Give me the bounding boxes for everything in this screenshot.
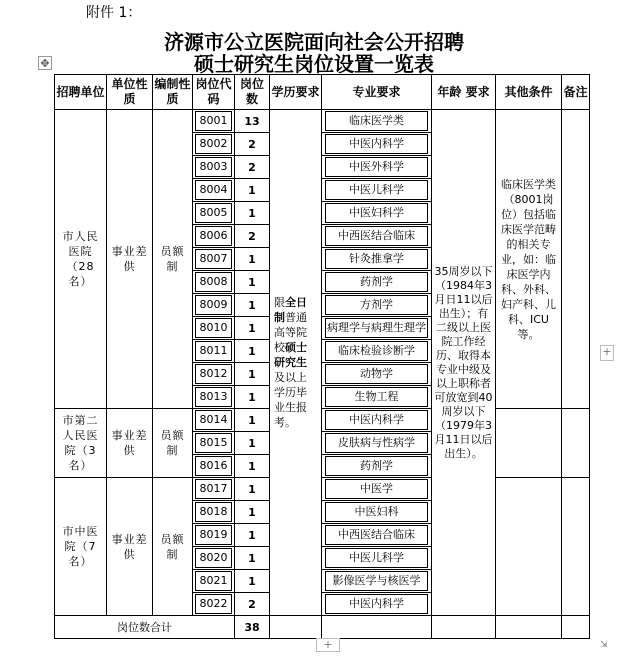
position-code: 8020 [195, 548, 232, 568]
position-count: 1 [235, 202, 270, 225]
age-requirement: 35周岁以下（1984年3月日11以后出生）；有二级以上医院工作经历、取得本专业中级及以上职称者可放宽到40周岁以下（1979年3月11日以后出生）。 [434, 264, 493, 460]
position-count: 1 [235, 455, 270, 478]
other-cell [496, 110, 562, 409]
major-cell [322, 110, 432, 133]
position-count: 1 [235, 248, 270, 271]
major-name: 临床医学类 [325, 111, 428, 131]
note-cell [562, 409, 590, 478]
code-cell [193, 110, 235, 133]
position-code: 8015 [195, 433, 232, 453]
code-cell [193, 156, 235, 179]
table-row [55, 110, 590, 133]
position-code: 8012 [195, 364, 232, 384]
page-title-line1: 济源市公立医院面向社会公开招聘 [164, 30, 464, 54]
major-cell [322, 386, 432, 409]
header-row [55, 75, 590, 110]
major-cell [322, 317, 432, 340]
unit-cell [55, 478, 107, 616]
position-code: 8009 [195, 295, 232, 315]
major-cell [322, 133, 432, 156]
major-name: 中医内科学 [325, 594, 428, 614]
empty-cell [322, 616, 432, 639]
position-count: 1 [235, 547, 270, 570]
staffing-cell [153, 110, 193, 409]
position-code: 8016 [195, 456, 232, 476]
major-name: 皮肤病与性病学 [325, 433, 428, 453]
position-count: 1 [235, 432, 270, 455]
header-count: 岗位数 [235, 75, 270, 110]
unit-name: 市人民医院（28名） [62, 230, 99, 288]
code-cell [193, 340, 235, 363]
position-code: 8003 [195, 157, 232, 177]
note-cell [562, 478, 590, 616]
header-note: 备注 [562, 75, 590, 110]
position-code: 8018 [195, 502, 232, 522]
code-cell [193, 179, 235, 202]
major-name: 中医学 [325, 479, 428, 499]
unit-name: 市第二人民医院（3名） [62, 414, 99, 472]
staffing-cell [153, 409, 193, 478]
code-cell [193, 524, 235, 547]
age-cell [432, 110, 496, 616]
position-count: 1 [235, 570, 270, 593]
major-name: 针灸推拿学 [325, 249, 428, 269]
table-resize-icon[interactable]: ⇲ [600, 640, 608, 650]
other-cell [496, 478, 562, 616]
code-cell [193, 478, 235, 501]
code-cell [193, 133, 235, 156]
empty-cell [496, 616, 562, 639]
major-cell [322, 570, 432, 593]
add-row-icon[interactable]: + [316, 638, 340, 652]
add-column-icon[interactable]: + [600, 345, 614, 361]
position-code: 8017 [195, 479, 232, 499]
position-count: 1 [235, 271, 270, 294]
code-cell [193, 363, 235, 386]
table-row [55, 409, 590, 432]
code-cell [193, 294, 235, 317]
unit-nature: 事业差供 [111, 245, 148, 273]
header-other: 其他条件 [496, 75, 562, 110]
position-count: 2 [235, 593, 270, 616]
attachment-label: 附件 1： [86, 5, 142, 21]
major-name: 中西医结合临床 [325, 226, 428, 246]
position-count: 1 [235, 501, 270, 524]
position-count: 1 [235, 409, 270, 432]
major-name: 中医妇科 [325, 502, 428, 522]
code-cell [193, 271, 235, 294]
major-cell [322, 202, 432, 225]
empty-cell [562, 616, 590, 639]
note-cell [562, 110, 590, 409]
position-code: 8007 [195, 249, 232, 269]
major-name: 中西医结合临床 [325, 525, 428, 545]
major-name: 药剂学 [325, 272, 428, 292]
major-cell [322, 409, 432, 432]
staffing-type: 员额制 [160, 245, 185, 273]
code-cell [193, 202, 235, 225]
position-count: 2 [235, 156, 270, 179]
education-cell [270, 110, 322, 616]
position-count: 1 [235, 363, 270, 386]
positions-table [54, 74, 590, 639]
major-cell [322, 179, 432, 202]
nature-cell [107, 478, 153, 616]
total-value: 38 [235, 616, 270, 639]
major-name: 中医妇科学 [325, 203, 428, 223]
code-cell [193, 593, 235, 616]
position-count: 2 [235, 133, 270, 156]
position-count: 1 [235, 294, 270, 317]
major-name: 影像医学与核医学 [325, 571, 428, 591]
major-cell [322, 432, 432, 455]
position-code: 8021 [195, 571, 232, 591]
empty-cell [270, 616, 322, 639]
header-staffing: 编制性质 [153, 75, 193, 110]
total-label: 岗位数合计 [55, 616, 235, 639]
major-cell [322, 547, 432, 570]
major-cell [322, 340, 432, 363]
major-cell [322, 156, 432, 179]
position-code: 8006 [195, 226, 232, 246]
major-name: 中医儿科学 [325, 548, 428, 568]
position-code: 8022 [195, 594, 232, 614]
unit-cell [55, 409, 107, 478]
header-age: 年龄 要求 [432, 75, 496, 110]
other-cell [496, 409, 562, 478]
position-code: 8001 [195, 111, 232, 131]
major-cell [322, 294, 432, 317]
position-count: 1 [235, 478, 270, 501]
major-cell [322, 225, 432, 248]
major-name: 动物学 [325, 364, 428, 384]
major-cell [322, 248, 432, 271]
code-cell [193, 455, 235, 478]
major-cell [322, 524, 432, 547]
major-cell [322, 593, 432, 616]
code-cell [193, 432, 235, 455]
position-code: 8008 [195, 272, 232, 292]
table-row [55, 478, 590, 501]
position-code: 8014 [195, 410, 232, 430]
unit-nature: 事业差供 [111, 429, 148, 457]
major-cell [322, 363, 432, 386]
nature-cell [107, 409, 153, 478]
position-code: 8013 [195, 387, 232, 407]
code-cell [193, 317, 235, 340]
major-name: 中医内科学 [325, 134, 428, 154]
position-code: 8005 [195, 203, 232, 223]
education-requirement: 限全日制普通高等院校硕士研究生及以上学历毕业生报考。 [274, 296, 307, 429]
major-name: 方剂学 [325, 295, 428, 315]
table-move-handle-icon[interactable]: ✥ [38, 56, 52, 70]
position-count: 1 [235, 340, 270, 363]
unit-name: 市中医院（7名） [62, 525, 99, 568]
page-title-line2: 硕士研究生岗位设置一览表 [194, 52, 434, 76]
code-cell [193, 570, 235, 593]
position-count: 1 [235, 179, 270, 202]
staffing-type: 员额制 [160, 532, 185, 561]
code-cell [193, 501, 235, 524]
header-unit: 招聘单位 [55, 75, 107, 110]
code-cell [193, 248, 235, 271]
position-count: 1 [235, 317, 270, 340]
position-code: 8010 [195, 318, 232, 338]
total-row [55, 616, 590, 639]
nature-cell [107, 110, 153, 409]
header-code: 岗位代码 [193, 75, 235, 110]
code-cell [193, 386, 235, 409]
major-name: 病理学与病理生理学 [325, 318, 428, 338]
empty-cell [432, 616, 496, 639]
code-cell [193, 225, 235, 248]
major-cell [322, 455, 432, 478]
major-cell [322, 478, 432, 501]
staffing-type: 员额制 [160, 429, 185, 457]
code-cell [193, 547, 235, 570]
major-name: 临床检验诊断学 [325, 341, 428, 361]
major-name: 中医儿科学 [325, 180, 428, 200]
major-name: 生物工程 [325, 387, 428, 407]
position-count: 1 [235, 386, 270, 409]
major-cell [322, 271, 432, 294]
other-conditions: 临床医学类（8001岗位）包括临床医学范畴的相关专业，如：临床医学内科、外科、妇产科、儿科、ICU等。 [501, 177, 556, 341]
unit-nature: 事业差供 [111, 532, 148, 561]
position-count: 1 [235, 524, 270, 547]
major-name: 药剂学 [325, 456, 428, 476]
code-cell [193, 409, 235, 432]
position-code: 8011 [195, 341, 232, 361]
unit-cell [55, 110, 107, 409]
header-nature: 单位性质 [107, 75, 153, 110]
header-major: 专业要求 [322, 75, 432, 110]
position-count: 13 [235, 110, 270, 133]
position-count: 2 [235, 225, 270, 248]
position-code: 8019 [195, 525, 232, 545]
header-education: 学历要求 [270, 75, 322, 110]
staffing-cell [153, 478, 193, 616]
major-name: 中医内科学 [325, 410, 428, 430]
major-cell [322, 501, 432, 524]
position-code: 8002 [195, 134, 232, 154]
position-code: 8004 [195, 180, 232, 200]
major-name: 中医外科学 [325, 157, 428, 177]
